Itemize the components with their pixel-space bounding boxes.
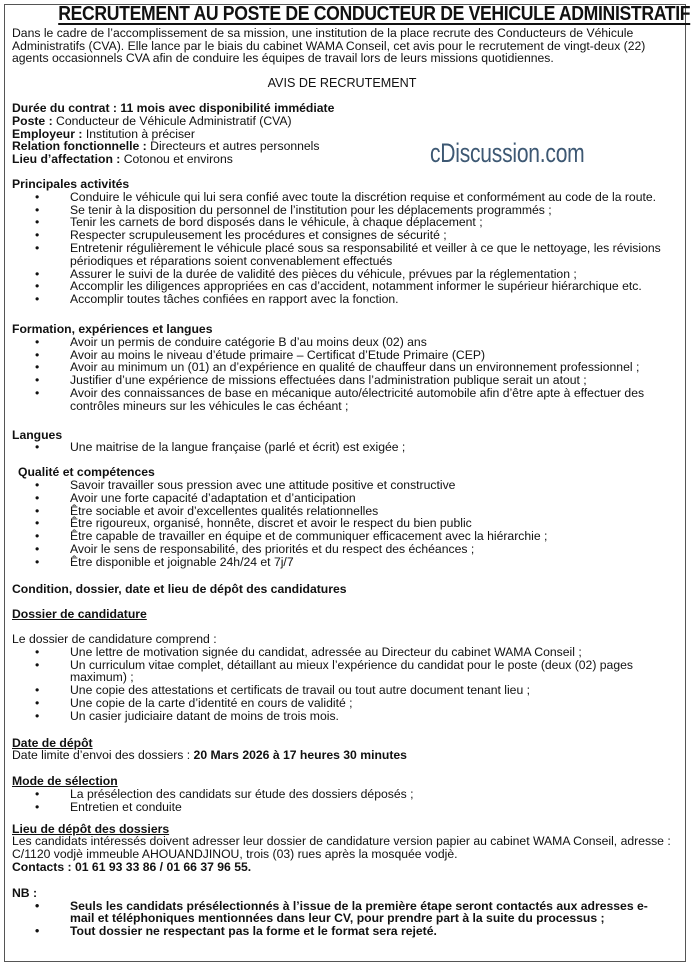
list-item: • Un casier judiciaire datant de moins de trois mois. (12, 710, 672, 723)
list-item: • Entretien et conduite (12, 801, 672, 814)
list-item: • Tout dossier ne respectant pas la forme et le format sera rejeté. (12, 925, 672, 938)
activites-list (12, 191, 672, 306)
selection-list (12, 788, 672, 814)
lieu-text: Les candidats intéressés doivent adresser leur dossier de candidature version papier au cabinet WAMA Conseil, adresse : C/1120 vodjè immeuble AHOUANDJINOU, trois (03) rues après la mosquée vodjè. (12, 834, 671, 862)
contacts: Contacts : 01 61 93 33 86 / 01 66 37 96 55. (12, 860, 252, 875)
detail-lieu: Lieu d’affectation : Cotonou et environs (12, 152, 233, 167)
page-title: RECRUTEMENT AU POSTE DE CONDUCTEUR DE VEHICULE ADMINISTRATIF (58, 2, 691, 25)
list-item: • Avoir le sens de responsabilité, des priorités et du respect des échéances ; (12, 543, 672, 556)
dossier-list (12, 646, 672, 723)
list-item: • Un curriculum vitae complet, détaillant au mieux l’expérience du candidat pour le poste (deux (02) pages maximum) ; (12, 659, 672, 685)
list-item: • Être disponible et joignable 24h/24 et 7j/7 (12, 556, 672, 569)
section-depot (12, 737, 672, 763)
formation-heading: Formation, expériences et langues (12, 321, 213, 336)
list-item: • Une maitrise de la langue française (parlé et écrit) est exigée ; (12, 441, 672, 454)
list-item: • Être sociable et avoir d’excellentes qualités relationnelles (12, 505, 672, 518)
list-item: • Tenir les carnets de bord disposés dans le véhicule, à chaque déplacement ; (12, 216, 672, 229)
detail-duree: Durée du contrat : 11 mois avec disponibilité immédiate (12, 100, 335, 115)
list-item: • Avoir un permis de conduire catégorie B d’au moins deux (02) ans (12, 336, 672, 349)
list-item: • Entretenir régulièrement le véhicule placé sous sa responsabilité et veiller à ce que le nettoyage, les révisions périodiques et réparations soient convenablement effectués (12, 242, 672, 268)
list-item: • Justifier d’une expérience de missions effectuées dans l’administration publique serait un atout ; (12, 374, 672, 387)
list-item: • Conduire le véhicule qui lui sera confié avec toute la discrétion requise et conformément au code de la route. (12, 191, 672, 204)
langues-list (12, 441, 672, 454)
qualites-heading: Qualité et compétences (18, 465, 155, 480)
list-item: • Savoir travailler sous pression avec une attitude positive et constructive (12, 479, 672, 492)
section-selection (12, 775, 672, 813)
list-item: • Avoir au moins le niveau d’étude primaire – Certificat d’Etude Primaire (CEP) (12, 349, 672, 362)
list-item: • Une copie des attestations et certificats de travail ou tout autre document tenant lieu ; (12, 684, 672, 697)
lieu-heading: Lieu de dépôt des dossiers (12, 821, 170, 836)
depot-line: Date limite d’envoi des dossiers : 20 Mars 2026 à 17 heures 30 minutes (12, 748, 407, 763)
section-nb (12, 887, 672, 938)
section-formation (12, 323, 672, 413)
activites-heading: Principales activités (12, 176, 130, 191)
formation-list (12, 336, 672, 413)
list-item: • Assurer le suivi de la durée de validité des pièces du véhicule, prévues par la réglementation ; (12, 268, 672, 281)
list-item: • Seuls les candidats présélectionnés à l’issue de la première étape seront contactés aux adresses e-mail et téléphoniques mentionnées dans leur CV, pour prendre part à la suite du processus ; (12, 900, 672, 926)
qualites-list (12, 479, 672, 569)
list-item: • Une copie de la carte d’identité en cours de validité ; (12, 697, 672, 710)
section-lieu (12, 823, 672, 874)
intro-paragraph: Dans le cadre de l’accomplissement de sa mission, une institution de la place recrute des Conducteurs de Véhicule Administratifs (CVA). Elle lance par le biais du cabinet WAMA Conseil, cet avis pour le recrutement de vingt-deux (22) agents occasionnels CVA afin de conduire les équipes de travail lors de leurs missions quotidiennes. (12, 25, 646, 66)
detail-relation: Relation fonctionnelle : Directeurs et autres personnels (12, 139, 320, 154)
list-item: • Avoir une forte capacité d’adaptation et d’anticipation (12, 492, 672, 505)
list-item: • Accomplir les diligences appropriées en cas d’accident, notamment informer le supérieur hiérarchique etc. (12, 280, 672, 293)
section-activites (12, 178, 672, 306)
selection-heading: Mode de sélection (12, 774, 118, 789)
list-item: • Avoir au minimum un (01) an d’expérience en qualité de chauffeur dans un environnement professionnel ; (12, 361, 672, 374)
list-item: • Avoir des connaissances de base en mécanique auto/électricité automobile afin d’être apte à effectuer des contrôles mineurs sur les véhicules le cas échéant ; (12, 387, 672, 413)
section-qualites (12, 466, 672, 568)
detail-poste: Poste : Conducteur de Véhicule Administratif (CVA) (12, 113, 292, 128)
list-item: • La présélection des candidats sur étude des dossiers déposés ; (12, 788, 672, 801)
dossier-lead: Le dossier de candidature comprend : (12, 632, 217, 647)
list-item: • Être rigoureux, organisé, honnête, discret et avoir le respect du bien public (12, 517, 672, 530)
detail-employeur: Employeur : Institution à préciser (12, 126, 195, 141)
deadline: 20 Mars 2026 à 17 heures 30 minutes (193, 748, 407, 763)
nb-list (12, 900, 672, 938)
list-item: • Être capable de travailler en équipe et de communiquer efficacement avec la hiérarchie ; (12, 530, 672, 543)
condition-heading: Condition, dossier, date et lieu de dépôt des candidatures (12, 582, 347, 597)
dossier-heading: Dossier de candidature (12, 607, 147, 622)
list-item: • Respecter scrupuleusement les procédures et consignes de sécurité ; (12, 229, 672, 242)
list-item: • Accomplir toutes tâches confiées en rapport avec la fonction. (12, 293, 672, 306)
avis-heading: AVIS DE RECRUTEMENT (267, 76, 417, 91)
nb-heading: NB : (12, 885, 38, 900)
list-item: • Se tenir à la disposition du personnel de l’institution pour les déplacements programmés ; (12, 204, 672, 217)
langues-heading: Langues (12, 427, 63, 442)
cdiscussion-logo: cDiscussion.com (430, 138, 585, 168)
list-item: • Une lettre de motivation signée du candidat, adressée au Directeur du cabinet WAMA Conseil ; (12, 646, 672, 659)
depot-heading: Date de dépôt (12, 735, 93, 750)
section-langues (12, 429, 672, 455)
section-dossier (12, 608, 672, 722)
